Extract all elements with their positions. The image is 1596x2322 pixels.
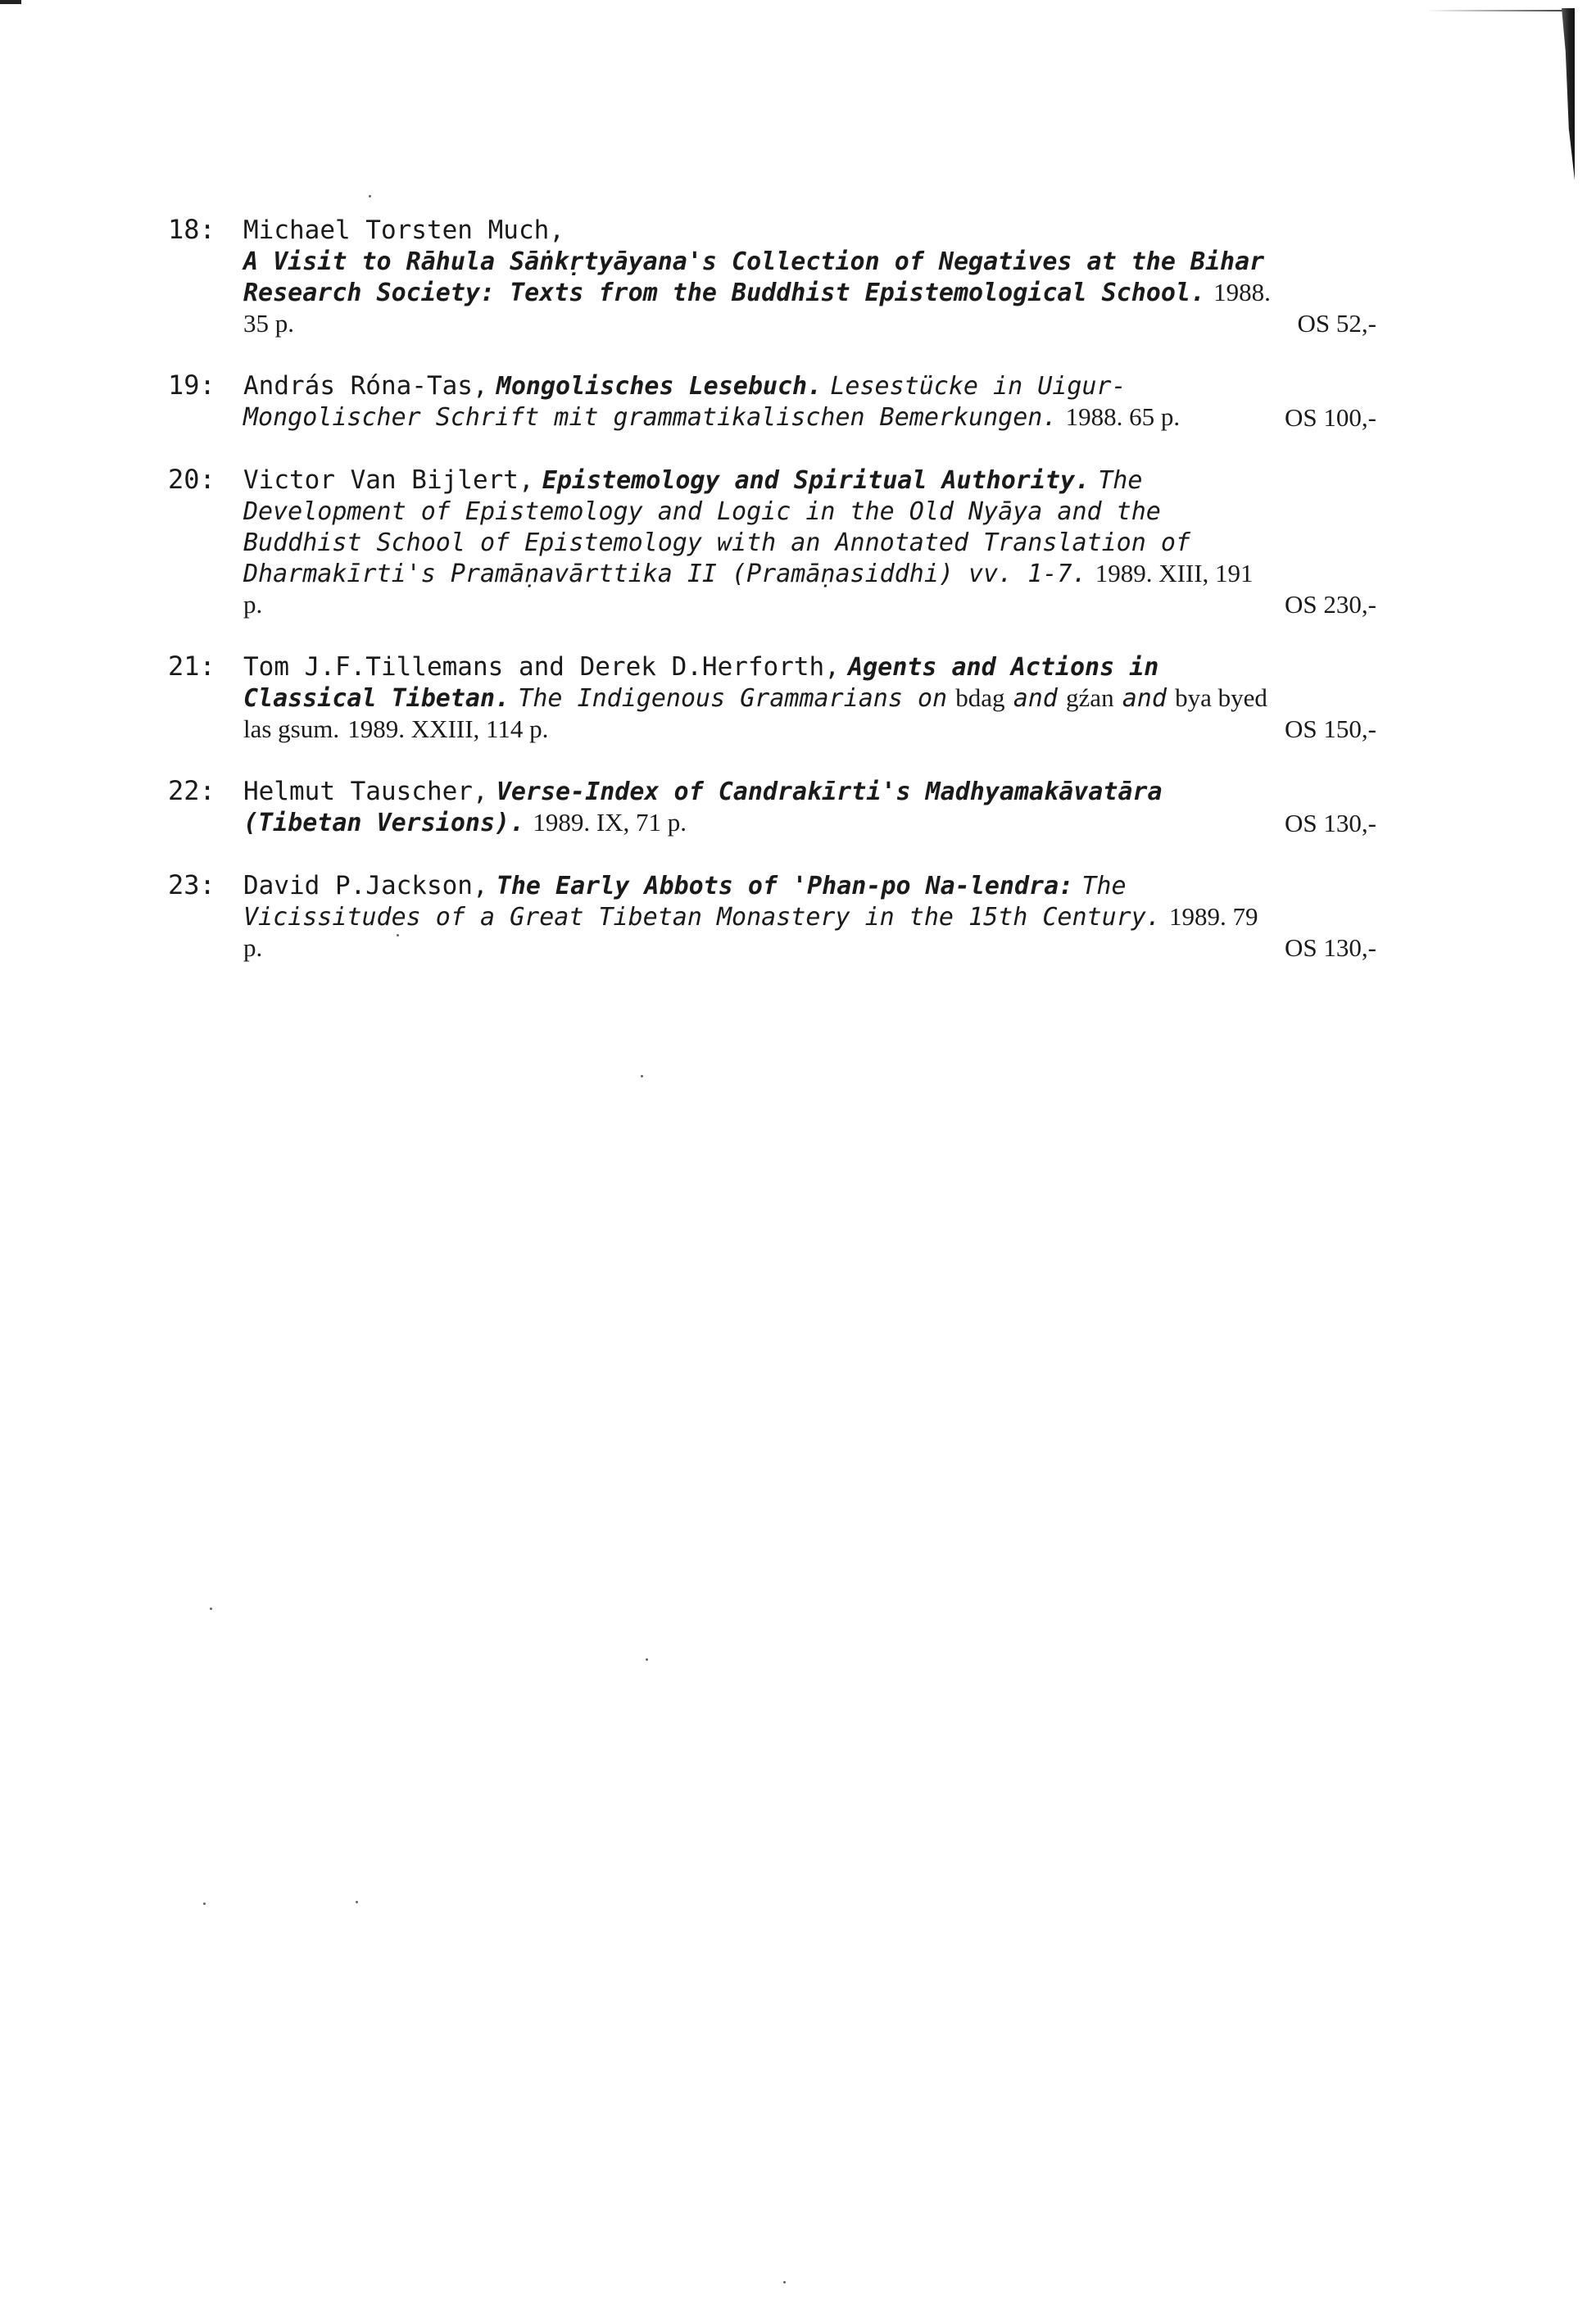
entry-publication: 1989. IX, 71 p. bbox=[533, 808, 687, 837]
entry-publication: 1989. 79 p. bbox=[243, 902, 1258, 962]
entry-author: Tom J.F.Tillemans and Derek D.Herforth, bbox=[243, 652, 840, 682]
entry-body bbox=[243, 870, 1376, 963]
publication-list bbox=[168, 215, 1376, 995]
entry-body bbox=[243, 651, 1376, 744]
scan-speck bbox=[203, 1902, 206, 1905]
list-item bbox=[168, 870, 1376, 963]
entry-subtitle-part: The Indigenous Grammarians on bbox=[518, 684, 948, 713]
entry-subtitle-term: bya byed las gsum. bbox=[243, 683, 1267, 743]
entry-title: Verse-Index of Candrakīrti's Madhyamakāvatāra (Tibetan Versions). bbox=[243, 778, 1163, 837]
scan-edge-mark-top-right bbox=[1562, 8, 1575, 180]
entry-body bbox=[243, 776, 1376, 838]
entry-price: OS 130,- bbox=[1285, 809, 1376, 837]
scan-speck bbox=[356, 1901, 358, 1903]
list-item bbox=[168, 651, 1376, 744]
entry-body bbox=[243, 465, 1376, 619]
entry-body bbox=[243, 370, 1376, 433]
entry-price: OS 150,- bbox=[1285, 714, 1376, 743]
scan-speck bbox=[210, 1608, 212, 1610]
entry-publication: 1988. 35 p. bbox=[243, 278, 1271, 338]
list-item bbox=[168, 776, 1376, 838]
entry-price: OS 100,- bbox=[1285, 403, 1376, 432]
entry-subtitle-part: and bbox=[1122, 684, 1167, 713]
entry-publication: 1989. XIII, 191 p. bbox=[243, 559, 1254, 619]
entry-subtitle-term: bdag bbox=[955, 683, 1005, 712]
entry-title: Mongolisches Lesebuch. bbox=[496, 372, 823, 401]
scan-speck bbox=[369, 195, 371, 197]
entry-title: Agents and Actions in Classical Tibetan. bbox=[243, 653, 1159, 713]
scan-edge-mark-top-left bbox=[0, 0, 21, 4]
scan-edge-line-top-right bbox=[1426, 10, 1565, 11]
entry-author: Michael Torsten Much, bbox=[243, 215, 564, 245]
entry-title: A Visit to Rāhula Sāṅkṛtyāyana's Collection of Negatives at the Bihar Research Society: Texts from the Buddhist Epistemological School. bbox=[243, 247, 1265, 307]
entry-number: 23: bbox=[168, 869, 215, 900]
entry-author: David P.Jackson, bbox=[243, 871, 488, 900]
entry-number: 20: bbox=[168, 464, 215, 495]
entry-publication: 1988. 65 p. bbox=[1065, 402, 1181, 431]
entry-publication: 1989. XXIII, 114 p. bbox=[347, 714, 549, 743]
list-item bbox=[168, 465, 1376, 619]
entry-author: Victor Van Bijlert, bbox=[243, 465, 534, 495]
entry-number: 18: bbox=[168, 214, 215, 245]
scan-speck bbox=[641, 1075, 643, 1077]
entry-price: OS 230,- bbox=[1285, 590, 1376, 619]
entry-title: The Early Abbots of 'Phan-po Na-lendra: bbox=[496, 872, 1074, 900]
entry-number: 21: bbox=[168, 651, 215, 682]
entry-price: OS 130,- bbox=[1285, 933, 1376, 962]
entry-subtitle-part: and bbox=[1013, 684, 1058, 713]
entry-price: OS 52,- bbox=[1297, 309, 1376, 338]
list-item bbox=[168, 215, 1376, 338]
scan-speck bbox=[646, 1658, 648, 1661]
entry-subtitle-term: gźan bbox=[1066, 683, 1114, 712]
entry-subtitle: Lesestücke in Uigur-Mongolischer Schrift mit grammatikalischen Bemerkungen. bbox=[243, 372, 1127, 432]
list-item bbox=[168, 370, 1376, 433]
entry-author: Helmut Tauscher, bbox=[243, 777, 488, 806]
entry-number: 22: bbox=[168, 775, 215, 806]
entry-body bbox=[243, 246, 1376, 338]
entry-subtitle: The Development of Epistemology and Logic in the Old Nyāya and the Buddhist School of Epistemology with an Annotated Translation of Dharmakīrti's Pramāṇavārttika II (Pramāṇasiddhi) vv. 1-7. bbox=[243, 466, 1190, 588]
entry-subtitle: The Vicissitudes of a Great Tibetan Monastery in the 15th Century. bbox=[243, 872, 1161, 932]
entry-title: Epistemology and Spiritual Authority. bbox=[542, 466, 1090, 495]
entry-author: András Róna-Tas, bbox=[243, 371, 488, 401]
entry-number: 19: bbox=[168, 370, 215, 401]
scan-speck bbox=[783, 2281, 786, 2283]
